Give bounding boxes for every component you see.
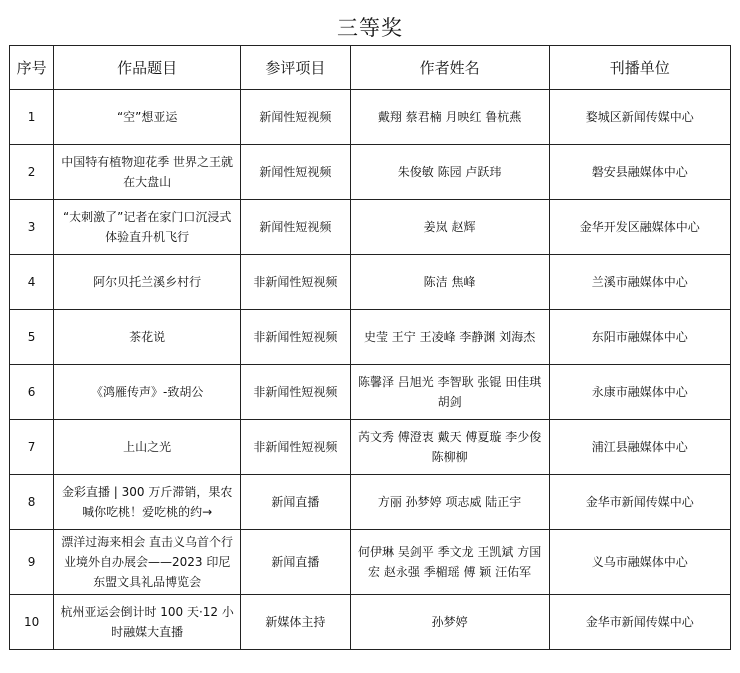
table-row	[10, 145, 731, 200]
cell-authors: 戴翔 蔡君楠 月映红 鲁杭燕	[350, 90, 549, 145]
cell-work: 阿尔贝托兰溪乡村行	[54, 255, 241, 310]
table-row	[10, 200, 731, 255]
cell-work: 《鸿雁传声》-致胡公	[54, 365, 241, 420]
table-row	[10, 90, 731, 145]
table-row	[10, 475, 731, 530]
cell-category: 非新闻性短视频	[241, 420, 350, 475]
cell-work: 杭州亚运会倒计时 100 天·12 小时融媒大直播	[54, 595, 241, 650]
cell-no: 8	[10, 475, 54, 530]
cell-work: 茶花说	[54, 310, 241, 365]
cell-unit: 浦江县融媒体中心	[549, 420, 730, 475]
cell-no: 4	[10, 255, 54, 310]
cell-no: 1	[10, 90, 54, 145]
header-category: 参评项目	[241, 46, 350, 90]
table-row	[10, 365, 731, 420]
header-work: 作品题目	[54, 46, 241, 90]
cell-work: “空”想亚运	[54, 90, 241, 145]
cell-work: 中国特有植物迎花季 世界之王就在大盘山	[54, 145, 241, 200]
cell-unit: 金华市新闻传媒中心	[549, 595, 730, 650]
table-row	[10, 595, 731, 650]
page-title: 三等奖	[337, 16, 403, 40]
cell-authors: 史莹 王宁 王凌峰 李静渊 刘海杰	[350, 310, 549, 365]
cell-unit: 东阳市融媒体中心	[549, 310, 730, 365]
cell-authors: 何伊琳 吴剑平 季文龙 王凯斌 方国宏 赵永强 季楣瑶 傅 颖 汪佑军	[350, 530, 549, 595]
cell-no: 7	[10, 420, 54, 475]
cell-category: 新闻直播	[241, 530, 350, 595]
cell-category: 非新闻性短视频	[241, 365, 350, 420]
cell-no: 3	[10, 200, 54, 255]
cell-work: 上山之光	[54, 420, 241, 475]
cell-no: 9	[10, 530, 54, 595]
cell-authors: 姜岚 赵辉	[350, 200, 549, 255]
cell-authors: 朱俊敏 陈园 卢跃玮	[350, 145, 549, 200]
award-table	[9, 45, 731, 650]
cell-unit: 婺城区新闻传媒中心	[549, 90, 730, 145]
cell-unit: 金华开发区融媒体中心	[549, 200, 730, 255]
cell-category: 非新闻性短视频	[241, 255, 350, 310]
cell-category: 新闻性短视频	[241, 145, 350, 200]
cell-unit: 磐安县融媒体中心	[549, 145, 730, 200]
cell-no: 5	[10, 310, 54, 365]
cell-work: 漂洋过海来相会 直击义乌首个行业境外自办展会——2023 印尼东盟文具礼品博览会	[54, 530, 241, 595]
cell-work: “太刺激了”记者在家门口沉浸式体验直升机飞行	[54, 200, 241, 255]
cell-unit: 义乌市融媒体中心	[549, 530, 730, 595]
cell-no: 10	[10, 595, 54, 650]
cell-authors: 芮文秀 傅澄衷 戴天 傅夏璇 李少俊 陈柳柳	[350, 420, 549, 475]
cell-category: 新闻直播	[241, 475, 350, 530]
cell-unit: 金华市新闻传媒中心	[549, 475, 730, 530]
cell-authors: 陈馨泽 吕旭光 李智耿 张锟 田佳琪 胡剑	[350, 365, 549, 420]
cell-category: 新闻性短视频	[241, 200, 350, 255]
cell-category: 新闻性短视频	[241, 90, 350, 145]
cell-no: 6	[10, 365, 54, 420]
header-row	[10, 46, 731, 90]
cell-unit: 兰溪市融媒体中心	[549, 255, 730, 310]
header-authors: 作者姓名	[350, 46, 549, 90]
cell-work: 金彩直播 | 300 万斤滞销，果农喊你吃桃！爱吃桃的约→	[54, 475, 241, 530]
table-row	[10, 530, 731, 595]
header-no: 序号	[10, 46, 54, 90]
cell-category: 新媒体主持	[241, 595, 350, 650]
table-row	[10, 255, 731, 310]
table-row	[10, 310, 731, 365]
cell-no: 2	[10, 145, 54, 200]
cell-authors: 方丽 孙梦婷 项志威 陆正宇	[350, 475, 549, 530]
cell-authors: 陈洁 焦峰	[350, 255, 549, 310]
cell-unit: 永康市融媒体中心	[549, 365, 730, 420]
table-row	[10, 420, 731, 475]
header-unit: 刊播单位	[549, 46, 730, 90]
cell-category: 非新闻性短视频	[241, 310, 350, 365]
cell-authors: 孙梦婷	[350, 595, 549, 650]
